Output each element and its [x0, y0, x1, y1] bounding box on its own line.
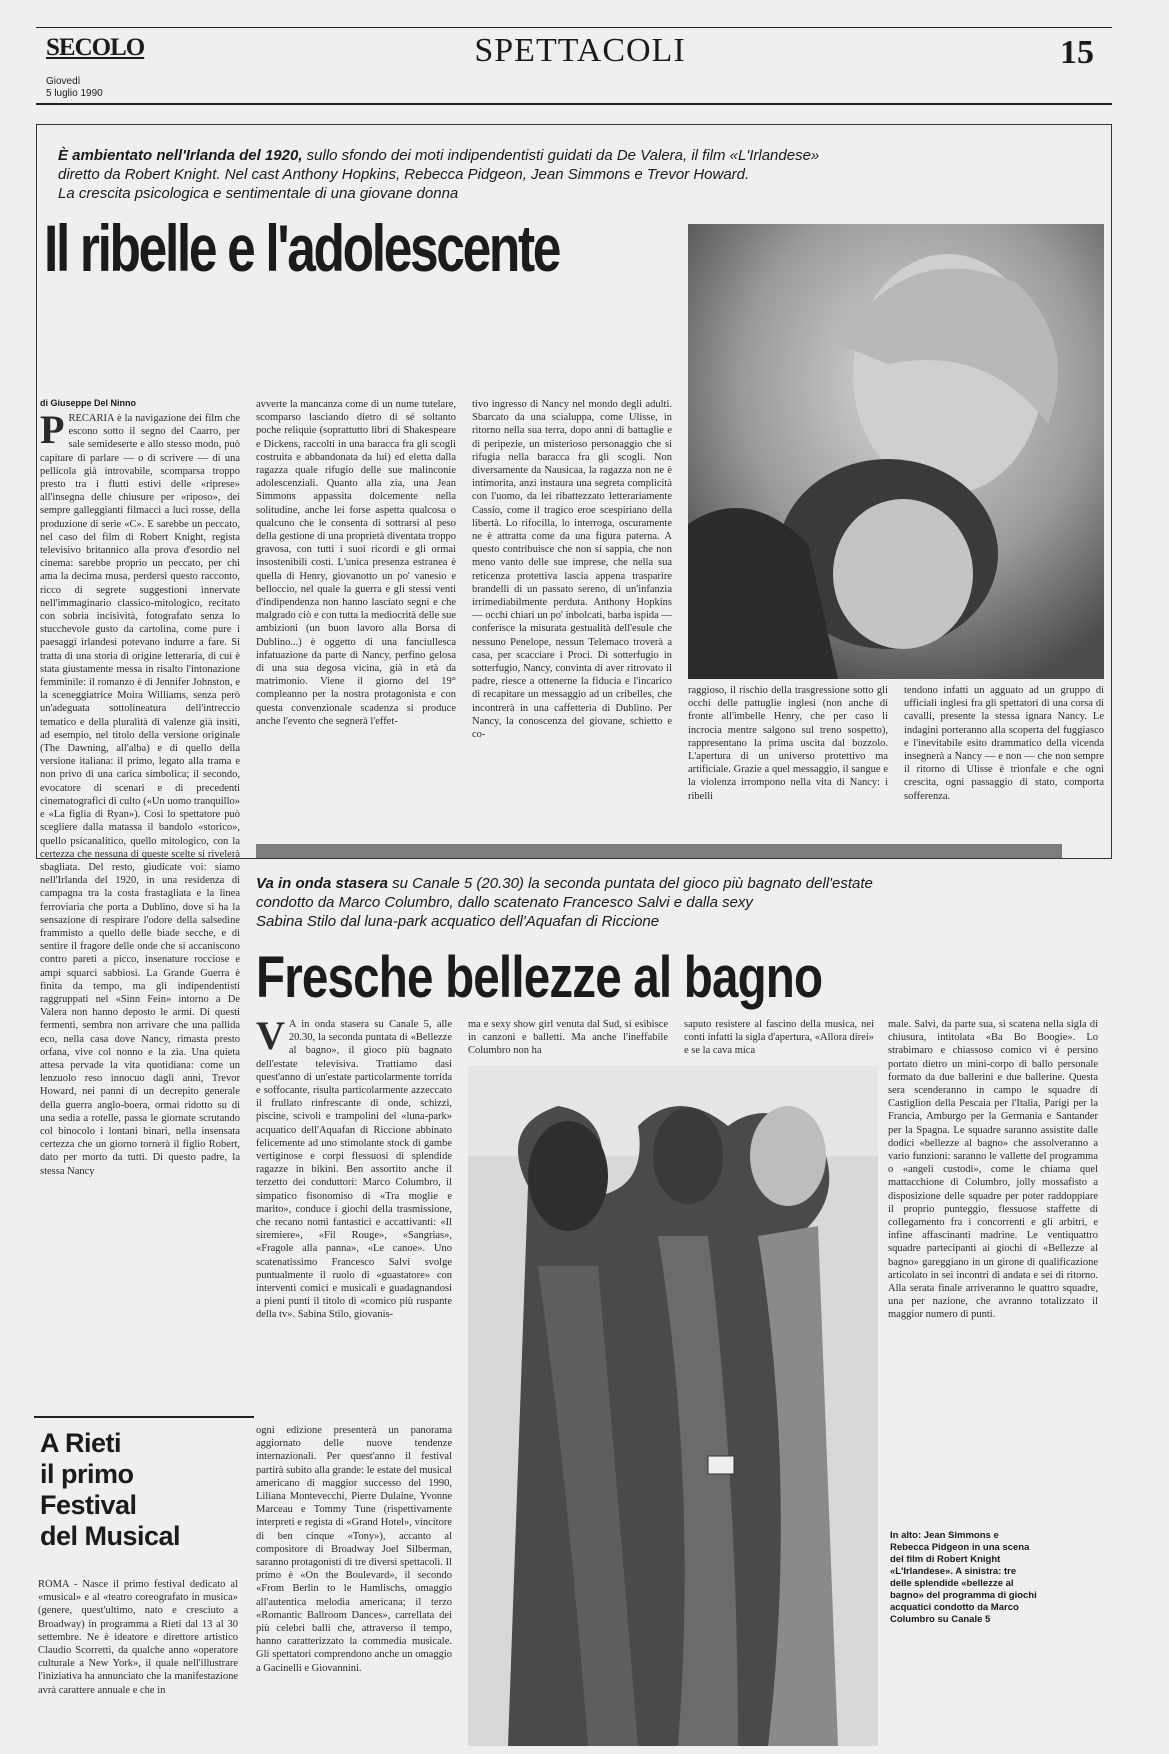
dropcap-p: P: [40, 412, 65, 452]
kicker-line1: sullo sfondo dei moti indipendentisti guidati da De Valera, il film «L'Irlandese»: [302, 147, 820, 164]
masthead-top-rule: [36, 27, 1112, 28]
article-rieti-col2: [256, 1424, 452, 1748]
article-ribelle-headline: Il ribelle e l'adolescente: [44, 211, 560, 285]
article-bellezze-col1-text: A in onda stasera su Canale 5, alle 20.30, la seconda puntata di «Bellezze al bagno», il gioco più bagnato dell'estate televisiva. Trattiamo dasi quest'anno di un'estate particolarmente torrida e soffocante, risulta particolarmente azzeccato il frullato rinfrescante di onde, schizzi, piscine, scivoli e trampolini del «luna-park» acquatico dell'Aquafan di Riccione abbinato felicemente ad uno stimolante stock di gambe vertiginose e corpi flessuosi di splendide ragazze in bikini. Ben assortito anche il terzetto dei conduttori: Marco Columbro, il simpatico fisonomiso di «Tra moglie e marito», conduce i giochi della trasmissione, che recano nomi fantastici e accattivanti: «Il siremiere», «Fil Rouge», «Sangrias», «Fragole alla panna», «Le canoe». Uno scatenatissimo Francesco Salvi svolge puntualmente il ruolo di «guastatore» con interventi comici e musicali e guadagnandosi a pieni punti il titolo di «comico più ruspante della tv». Sabina Stilo, giovanis-: [256, 1019, 452, 1321]
article-ribelle-col5-text: tendono infatti un agguato ad un gruppo di ufficiali inglesi fra gli spettatori di una corsa di cavalli, presente la stessa ignara Nancy. Le indagini porteranno alla scoperta del fuggiasco e l'inevitabile esito drammatico della vicenda insegnerà a Nancy — e non — che non sempre il ritorno di Ulisse è trionfale e che ogni crescita, ogni passaggio di stato, comporta sofferenza.: [904, 685, 1104, 802]
kicker2-bold: Va in onda stasera: [256, 875, 388, 892]
article-bellezze-col4-text: male. Salvi, da parte sua, si scatena nella sigla di chiusura, intitolata «Ba Bo Boogie». Lo strabimaro e chiassoso comico vi è persino portato dietro un mini-corpo di ballo personale formato da due ballerini e due ballerine. Questa sera scenderanno in campo le squadre di Castiglion della Pescaia per l'Italia, Parigi per la Francia, Amburgo per la Germania e Santander per la Spagna. Le squadre saranno assistite dalle dodici «bellezze al bagno» che assolveranno a vario funzioni: saranno le vallette del programma o «angeli custodi», come le chiama quel mattacchione di Columbro, jolly mossafisto a disposizione delle squadre per poter raddoppiare il proprio punteggio, flessuose staffette di collegamento fra i concorrenti e gli arbitri, e infine affascinanti madrine. Le ventiquattro squadre partecipanti ai giochi di «Bellezze al bagno» gareggiano in un girone di qualificazione articolato in sei incontri di andata e sei di ritorno. Alla serata finale arriveranno le quattro squadre, una per nazione, che avranno totalizzato il maggior numero di punti.: [888, 1019, 1098, 1321]
article-bellezze-kicker: [256, 874, 1056, 931]
article-ribelle-col1-text: RECARIA è la navigazione dei film che escono sotto il segno del Caarro, per sale semideserte e allo stesso modo, può capitare di parlare — o di scrivere — di una pellicola già introvabile, scomparsa troppo presto tra i flutti estivi delle «riprese» all'insegna delle chiusure per «riposo», dei sempre galleggianti filmacci a luci rosse, della produzione di serie «C». E sarebbe un peccato, nel caso del film di Robert Knight, regista televisivo britannico alla prova d'esordio nel cinema: sarebbe proprio un peccato, per chi ama la decima musa, perdersi questo racconto, ricco di segrete suggestioni innervate nell'immaginario classico-mitologico, recitato con sobria incisività, fotografato senza lo stucchevole gusto da cartolina, come pure i paesaggi irlandesi potevano indurre a fare. Si tratta di una storia di origine letteraria, di cui è stata giustamente messa in risalto l'intonazione femminile: il romanzo è di Jennifer Johnston, e la sceneggiatrice Moira Williams, senza però un'adeguata sottolineatura dell'intreccio tematico e della pluralità di valenze già insiti, ad esempio, nel titolo della versione originale (The Dawning, all'alba) e di quello della versione italiana: il primo, legato alla trama e non privo di una carica simbolica; il secondo, evocatore di scenari e di precedenti cinematografici di culto («Un uomo tranquillo» e «La figlia di Ryan»). Così lo spettatore può scegliere dalla matassa il bandolo «storico», quello psicanalitico, quello mitologico, con la certezza che nessuna di queste scelte si rivelerà sbagliata. Del resto, giudicate voi: siamo nell'Irlanda del 1920, in una residenza di campagna tra la costa frastagliata e la linea ferroviaria che porta a Dublino, dove si ha la sensazione di respirare l'odore della salsedine frammisto a quello delle biade secche, e di sentire il fragore delle onde che si accaniscono contro pareti a picco, insenature rocciose e ampi squarci sabbiosi. La Grande Guerra è finita da tempo, ma gli indipendentisti raggruppati nel «Sinn Fein» intorno a De Valera non hanno deposto le armi. Di questi fermenti, sembra non arrivare che una pallida eco, nella casa dove Nancy, rimasta presto orfana, vive col nonno e la zia. Una quieta attesa pervade la vita quotidiana: come un lenzuolo reso innocuo dagli anni, Trevor Howard, nei panni di un decrepito generale della guerra anglo-boera, ormai ridotto su di una sedia a rotelle, passa le giornate scrutando col binocolo i lontani binari, nella insensata certezza che un giorno tornerà il figlio Robert, dato per morto da tutti. Di questo padre, la stessa Nancy: [40, 413, 240, 1177]
dropcap-v: V: [256, 1018, 285, 1058]
showgirls-image: [468, 1066, 878, 1746]
kicker-bold: È ambientato nell'Irlanda del 1920,: [58, 147, 303, 164]
page-number: 15: [1060, 34, 1094, 71]
article-bellezze-col4: [888, 1018, 1098, 1416]
masthead-rule: [36, 103, 1112, 105]
film-still-image: [688, 224, 1104, 679]
article-ribelle-col4: [688, 684, 888, 843]
article-ribelle-col1: [40, 412, 240, 1418]
rieti-headline-line2: il primo: [40, 1459, 134, 1489]
article-ribelle-byline: di Giuseppe Del Ninno: [40, 398, 137, 408]
article-bellezze-col3: [684, 1018, 874, 1060]
kicker-line3: La crescita psicologica e sentimentale di una giovane donna: [58, 185, 459, 202]
article-rieti-col1-text: ROMA - Nasce il primo festival dedicato al «musical» e al «teatro coreografato in musica» (genere, quest'ultimo, nato e cresciuto a Broadway) in programma a Rieti dal 13 al 30 settembre. Ne è ideatore e direttore artistico Claudio Scorretti, da qualche anno «operatore culturale a New York», il quale nell'illustrare l'iniziativa ha annunciato che la manifestazione avrà carattere annuale e che in: [38, 1579, 238, 1696]
rieti-headline-line1: A Rieti: [40, 1428, 122, 1458]
film-still-photo: [688, 224, 1104, 679]
section-title: SPETTACOLI: [474, 32, 686, 69]
article-rieti-col1: [38, 1578, 238, 1748]
article-bellezze-col2-text: ma e sexy show girl venuta dal Sud, si esibisce in canzoni e balletti. Ma anche l'ineffabile Columbro non ha: [468, 1019, 668, 1057]
kicker2-line1: su Canale 5 (20.30) la seconda puntata del gioco più bagnato dell'estate: [388, 875, 873, 892]
article-ribelle-col3: [472, 398, 672, 843]
photo-caption: In alto: Jean Simmons e Rebecca Pidgeon in una scena del film di Robert Knight «L'Irlandese». A sinistra: tre delle splendide «bellezze al bagno» del programma di giochi acquatici condotto da Marco Columbro su Canale 5: [890, 1530, 1037, 1625]
article-bellezze-col3-text: saputo resistere al fascino della musica, nei conti infatti la sigla d'apertura, «Allora direi» e se la cava mica: [684, 1019, 874, 1057]
masthead-date: 5 luglio 1990: [46, 88, 103, 99]
kicker-line2: diretto da Robert Knight. Nel cast Anthony Hopkins, Rebecca Pidgeon, Jean Simmons e Trevor Howard.: [58, 166, 750, 183]
article-rieti-headline: [40, 1428, 180, 1552]
article-ribelle-col3-text: tivo ingresso di Nancy nel mondo degli adulti. Sbarcato da una scialuppa, come Ulisse, in ritorno nella sua terra, dopo anni di battaglie e di peripezie, un misterioso personaggio che si rifugia nella baracca fra gli scogli. Non diversamente da Nausicaa, la ragazza non ne è intimorita, anzi instaura una segreta complicità con l'uomo, da lei ribattezzato letterariamente Cassio, come il tragico eroe scespiriano della libertà. Lo rifocilla, lo interroga, oscuramente ne è attratta come da una figura paterna. A questo contribuisce che non si sappia, che non meno vanto delle sue imprese, che nella sua reticenza protettiva lascia appena trasparire brandelli di un passato sereno, di un'infanzia irrimediabilmente perduta. Anthony Hopkins — occhi chiari un po' inbolcati, barba ispida — conferisce la misurata gestualità dell'esule che nessuno Penelope, nessun Telemaco troverà a casa, per scacciare i Proci. Di sotterfugio in sotterfugio, Nancy, convinta di aver ritrovato il padre, riesce a ottenerne la fiducia e l'incarico di recapitare un messaggio ad un cribelles, che incontrerà in una caffetteria di Dublino. Per Nancy, la conoscenza del giovane, schietto e co-: [472, 399, 672, 741]
article-rieti-col2-text: ogni edizione presenterà un panorama aggiornato delle nuove tendenze internazionali. Per quest'anno il festival partirà subito alla grande: le estate del musical americano di maggior successo del 1990, Liliana Montevecchi, Pierre Dulaine, Yvonne Marceau e Tommy Tune (rispettivamente interpreti e regista di «Grand Hotel», vincitore di ben cinque «Tony»), accanto al compositore di Broadway Joel Silberman, saranno protagonisti di tre diversi spettacoli. Il primo è «On the Boulevard», il secondo «From Berlin to le Hamlischs, omaggio all'autentica melodia americana; il terzo «Romantic Ballroom Dances», carrellata dei più celebri balli che, attraverso il tempo, hanno caratterizzato la commedia musicale. Gli spettatori comprendono anche un omaggio a Gacinelli e Giovannini.: [256, 1425, 452, 1674]
article-bellezze-col2: [468, 1018, 668, 1060]
masthead-logo: SECOLO: [46, 34, 145, 61]
article-ribelle-col4-text: raggioso, il rischio della trasgressione sotto gli occhi delle pattuglie inglesi (non anche di fronte all'imbelle Henry, che per caso li incrocia mentre salgono sul treno sospetto), rappresentano la prima uscita dal bozzolo. L'apertura di un universo protettivo ma artificiale. Grazie a quel messaggio, il sangue e la violenza irrompono nella vita di Nancy: i ribelli: [688, 685, 888, 802]
article-ribelle-kicker: [58, 146, 1098, 203]
article-ribelle-col2: [256, 398, 456, 843]
kicker2-line2: condotto da Marco Columbro, dallo scatenato Francesco Salvi e dalla sexy: [256, 894, 753, 911]
kicker2-line3: Sabina Stilo dal luna-park acquatico dell'Aquafan di Riccione: [256, 913, 660, 930]
masthead-day: Giovedì: [46, 76, 81, 87]
article-ribelle-col5: [904, 684, 1104, 843]
separator-band: [256, 844, 1062, 858]
showgirls-photo: [468, 1066, 878, 1746]
article-bellezze-col1: [256, 1018, 452, 1416]
rieti-headline-line3: Festival: [40, 1490, 137, 1520]
article-bellezze-headline: Fresche bellezze al bagno: [256, 945, 823, 1010]
rieti-headline-line4: del Musical: [40, 1521, 181, 1551]
article-ribelle-col2-text: avverte la mancanza come di un nume tutelare, scomparso lasciando dietro di sé soltanto poche reliquie (soprattutto libri di Shakespeare e Dickens, raccolti in una baracca fra gli scogli costruita e abbandonata da lui) ed eletta dalla ragazza quale rifugio delle sue malinconie adolescenziali. Quanto alla zia, una Jean Simmons appassita dolcemente nella solitudine, anche lei forse aspetta qualcosa o qualcuno che le consenta di sottrarsi al peso della gestione di una proprietà diventata troppo gravosa, con tutti i suoi ricordi e gli ormai insostenibili costi. L'unica presenza estranea è quella di Henry, giovanotto un po' vanesio e belloccio, nel quale la guerra e gli stessi venti d'indipendenza non hanno lasciato segni e che malgrado ciò e con tutta la mediocrità delle sue ambizioni (un buon lavoro alla Borsa di Dublino...) è oggetto di una fanciullesca infatuazione da parte di Nancy, perfino gelosa di una sua degosa vicina, già in età da matrimonio. Viene il giorno del 19° compleanno per la nostra protagonista e con questa convenzionale scadenza si produce anche l'evento che segnerà l'effet-: [256, 399, 456, 727]
